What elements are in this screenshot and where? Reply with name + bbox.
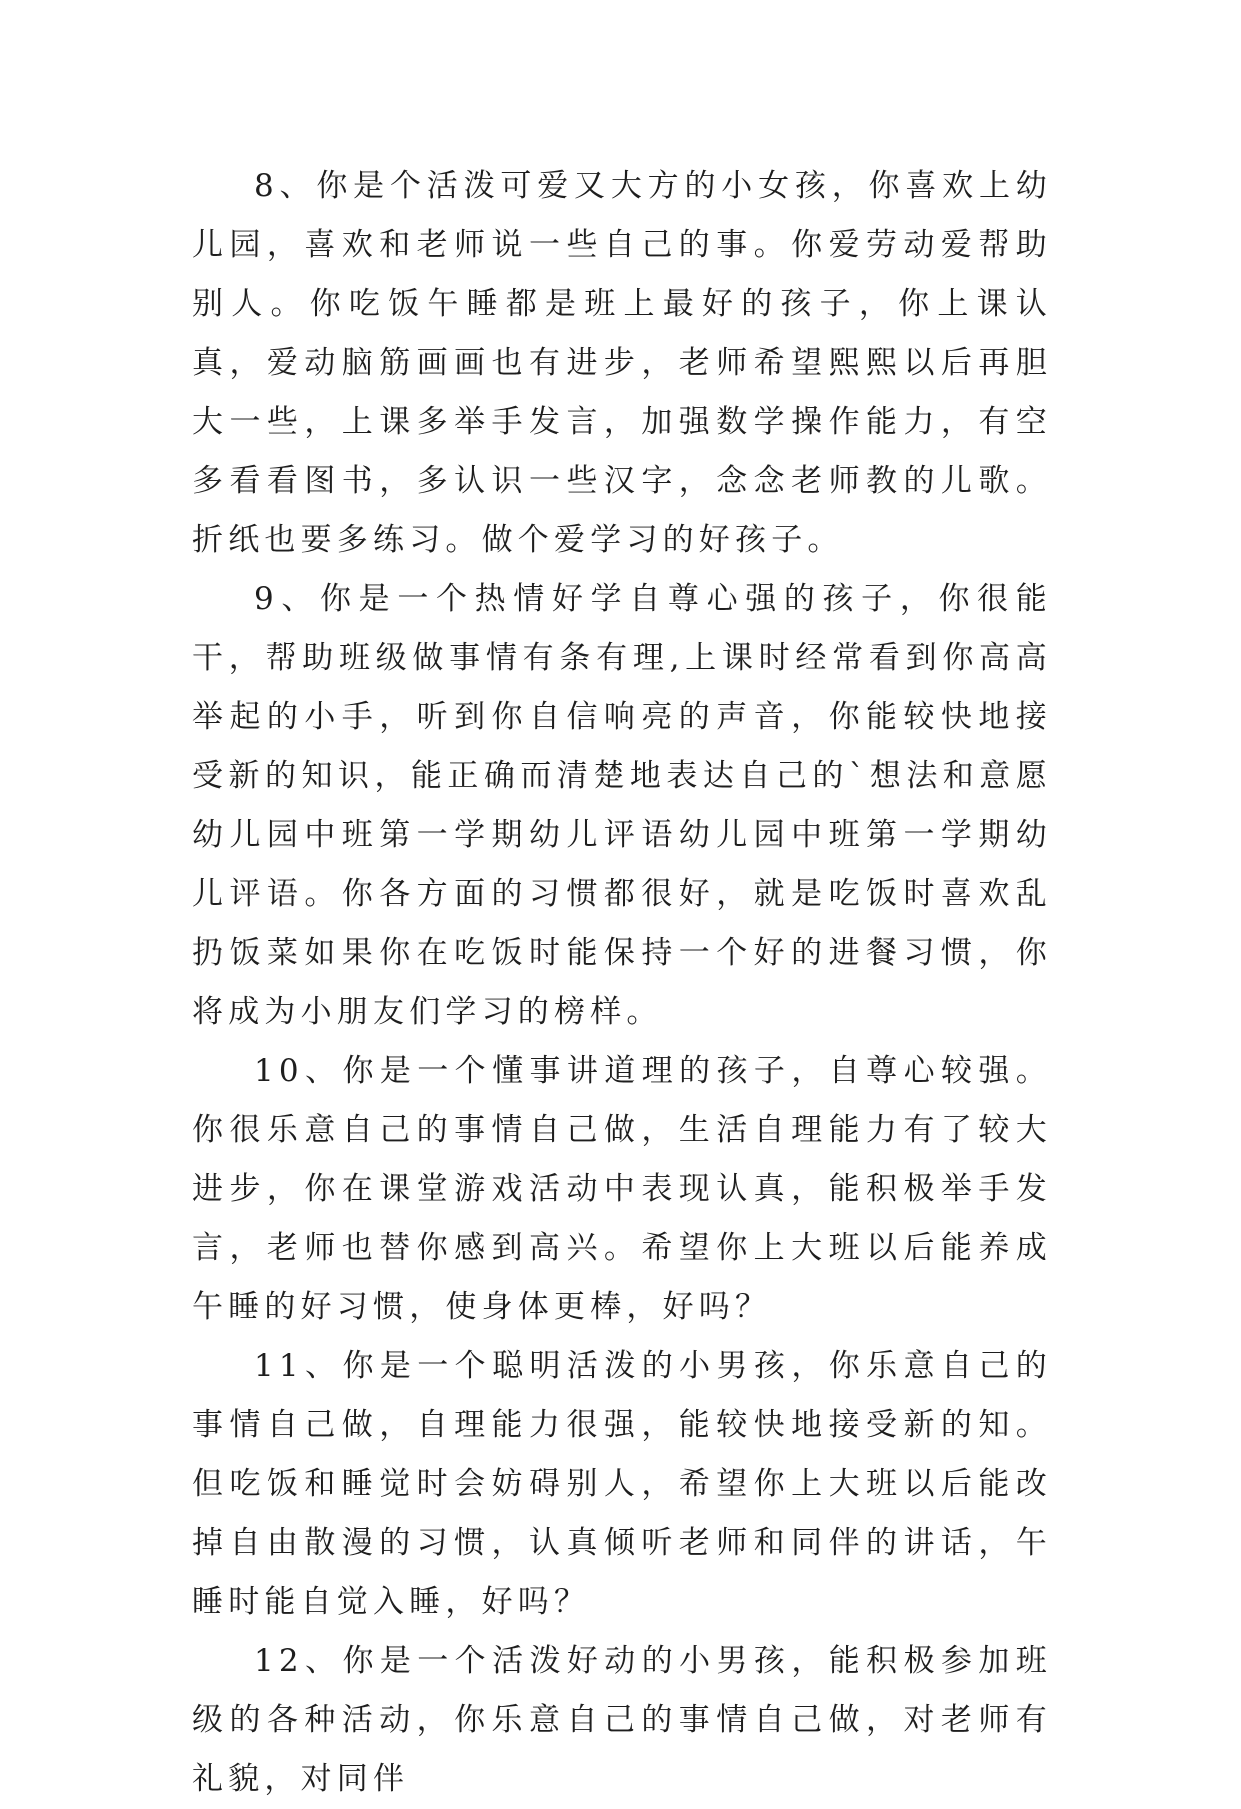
paragraph-11: 11、你是一个聪明活泼的小男孩，你乐意自己的事情自己做，自理能力很强，能较快地接受新的知。但吃饭和睡觉时会妨碍别人，希望你上大班以后能改掉自由散漫的习惯，认真倾听老师和同伴的讲话，午睡时能自觉入睡，好吗？ [192,1348,1052,1620]
paragraph-9: 9、你是一个热情好学自尊心强的孩子，你很能干，帮助班级做事情有条有理,上课时经常看到你高高举起的小手，听到你自信响亮的声音，你能较快地接受新的知识，能正确而清楚地表达自己的`想法和意愿幼儿园中班第一学期幼儿评语幼儿园中班第一学期幼儿评语。你各方面的习惯都很好，就是吃饭时喜欢乱扔饭菜如果你在吃饭时能保持一个好的进餐习惯，你将成为小朋友们学习的榜样。 [192,581,1052,1030]
paragraph-8: 8、你是个活泼可爱又大方的小女孩，你喜欢上幼儿园，喜欢和老师说一些自己的事。你爱劳动爱帮助别人。你吃饭午睡都是班上最好的孩子，你上课认真，爱动脑筋画画也有进步，老师希望熙熙以后再胆大一些，上课多举手发言，加强数学操作能力，有空多看看图书，多认识一些汉字，念念老师教的儿歌。折纸也要多练习。做个爱学习的好孩子。 [192,168,1052,558]
paragraph-10: 10、你是一个懂事讲道理的孩子，自尊心较强。你很乐意自己的事情自己做，生活自理能力有了较大进步，你在课堂游戏活动中表现认真，能积极举手发言，老师也替你感到高兴。希望你上大班以后能养成午睡的好习惯，使身体更棒，好吗？ [192,1053,1052,1325]
document-body [192,157,1052,1809]
paragraph-12: 12、你是一个活泼好动的小男孩，能积极参加班级的各种活动，你乐意自己的事情自己做，对老师有礼貌，对同伴 [192,1643,1052,1797]
